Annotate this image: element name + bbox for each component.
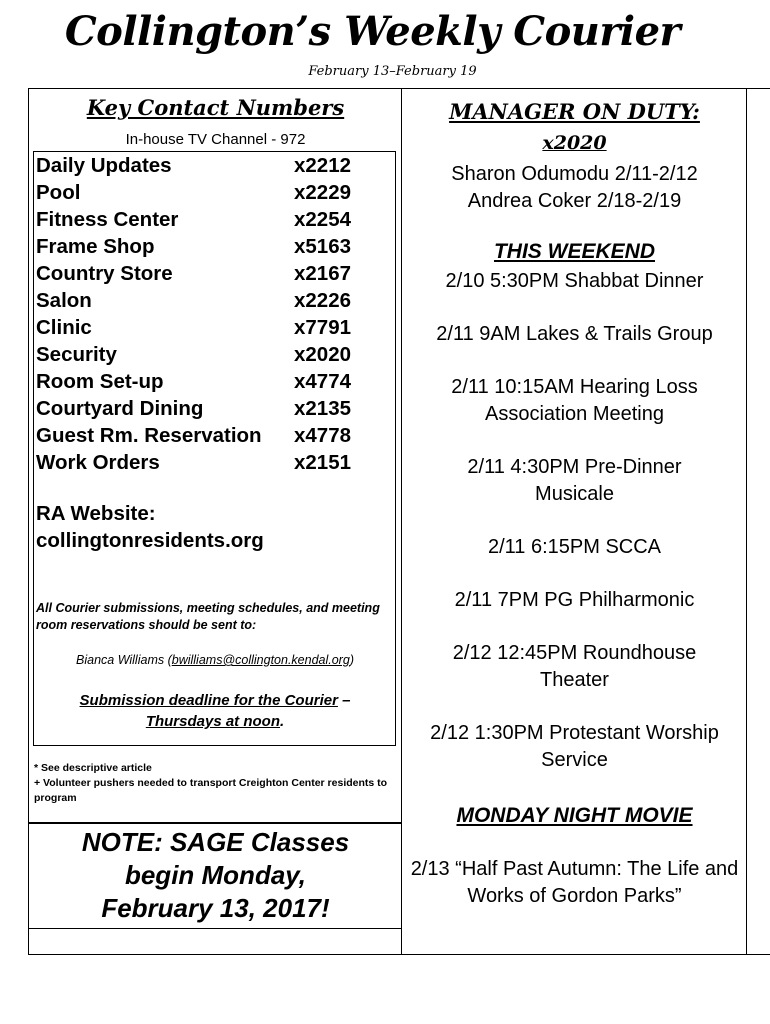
- contact-ext: x2020: [294, 343, 352, 366]
- contact-label: Security: [36, 343, 117, 366]
- contact-ext: x5163: [294, 235, 352, 258]
- contact-label: Fitness Center: [36, 208, 179, 231]
- contact-label: Courtyard Dining: [36, 397, 204, 420]
- deadline-part-2: Thursdays at noon: [145, 713, 280, 730]
- contact-ext: x2226: [294, 289, 352, 312]
- submission-deadline: [36, 690, 394, 732]
- contact-person: Bianca Williams (: [76, 653, 172, 667]
- sage-line-3: February 13, 2017!: [101, 893, 330, 923]
- newsletter-title: Collington’s Weekly Courier: [64, 8, 681, 55]
- event-item: 2/12 12:45PM Roundhouse Theater: [452, 642, 697, 691]
- deadline-dash: –: [337, 692, 351, 709]
- sage-bottom-border: [28, 928, 401, 929]
- contact-label: Frame Shop: [36, 235, 155, 258]
- key-contacts-title: Key Contact Numbers: [86, 95, 345, 120]
- sage-line-1: NOTE: SAGE Classes: [81, 827, 350, 857]
- event-item: 2/10 5:30PM Shabbat Dinner: [445, 270, 704, 292]
- deadline-period: .: [280, 713, 285, 730]
- event-item: 2/11 7PM PG Philharmonic: [454, 589, 695, 611]
- contact-ext: x2254: [294, 208, 352, 231]
- contact-label: Room Set-up: [36, 370, 164, 393]
- manager-line-1: Sharon Odumodu 2/11-2/12: [451, 163, 698, 185]
- event-item: 2/12 1:30PM Protestant Worship Service: [430, 722, 719, 771]
- contact-row-room-setup: [36, 368, 366, 395]
- manager-on-duty-title: MANAGER ON DUTY:: [449, 99, 700, 124]
- contact-ext: x4778: [294, 424, 352, 447]
- contact-row-daily-updates: [36, 152, 366, 179]
- contact-row-clinic: [36, 314, 366, 341]
- sage-line-2: begin Monday,: [124, 860, 307, 890]
- contact-label: Pool: [36, 181, 81, 204]
- contact-label: Clinic: [36, 316, 92, 339]
- monday-movie-heading: MONDAY NIGHT MOVIE: [456, 804, 693, 827]
- contact-ext: x2151: [294, 451, 352, 474]
- contact-row-guest-reservation: [36, 422, 366, 449]
- submission-note: All Courier submissions, meeting schedules, and meeting room reservations should be sent to:: [36, 601, 380, 632]
- table-top-border: [28, 88, 770, 89]
- manager-extension: x2020: [542, 132, 607, 154]
- tv-channel: In-house TV Channel - 972: [125, 131, 306, 148]
- manager-line-2: Andrea Coker 2/18-2/19: [467, 190, 682, 212]
- footnote-article: * See descriptive article: [34, 762, 152, 774]
- contact-email-link[interactable]: bwilliams@collington.kendal.org: [171, 653, 350, 667]
- ra-website: [36, 500, 396, 554]
- contact-ext: x4774: [294, 370, 352, 393]
- this-weekend-heading: THIS WEEKEND: [493, 240, 655, 263]
- contact-label: Salon: [36, 289, 92, 312]
- table-bottom-border: [28, 954, 770, 955]
- column-divider-2: [746, 88, 747, 954]
- issue-dates: February 13–February 19: [308, 64, 477, 79]
- contact-label: Work Orders: [36, 451, 160, 474]
- event-item: 2/11 10:15AM Hearing Loss Association Meeting: [451, 376, 698, 425]
- submission-contact: [36, 653, 394, 667]
- contact-ext: x2212: [294, 154, 352, 177]
- contact-label: Country Store: [36, 262, 173, 285]
- ra-website-label: RA Website:: [36, 502, 156, 525]
- monday-movie-text: 2/13 “Half Past Autumn: The Life and Works of Gordon Parks”: [410, 858, 739, 907]
- contact-label: Daily Updates: [36, 154, 172, 177]
- contact-close: ): [349, 653, 354, 667]
- column-divider-1: [401, 88, 402, 954]
- contact-row-pool: [36, 179, 366, 206]
- deadline-part-1: Submission deadline for the Courier: [79, 692, 338, 709]
- weekend-events: [403, 268, 746, 800]
- table-left-border: [28, 88, 29, 954]
- footnote-volunteers: + Volunteer pushers needed to transport Creighton Center residents to program: [34, 777, 388, 804]
- contact-ext: x2229: [294, 181, 352, 204]
- contact-row-security: [36, 341, 366, 368]
- sage-classes-note: [30, 826, 401, 925]
- event-item: 2/11 6:15PM SCCA: [487, 536, 662, 558]
- contact-label: Guest Rm. Reservation: [36, 424, 262, 447]
- contact-row-country-store: [36, 260, 366, 287]
- contact-ext: x2135: [294, 397, 352, 420]
- footnotes: [34, 761, 396, 806]
- contact-list: [36, 152, 366, 476]
- contact-row-work-orders: [36, 449, 366, 476]
- event-item: 2/11 4:30PM Pre-Dinner Musicale: [467, 456, 682, 505]
- contact-ext: x2167: [294, 262, 352, 285]
- contact-row-fitness-center: [36, 206, 366, 233]
- event-item: 2/11 9AM Lakes & Trails Group: [436, 323, 713, 345]
- contact-row-frame-shop: [36, 233, 366, 260]
- contact-row-salon: [36, 287, 366, 314]
- contact-ext: x7791: [294, 316, 352, 339]
- ra-website-url[interactable]: collingtonresidents.org: [36, 529, 264, 552]
- manager-schedule: [403, 161, 746, 215]
- sage-top-border: [28, 822, 401, 824]
- contact-row-courtyard-dining: [36, 395, 366, 422]
